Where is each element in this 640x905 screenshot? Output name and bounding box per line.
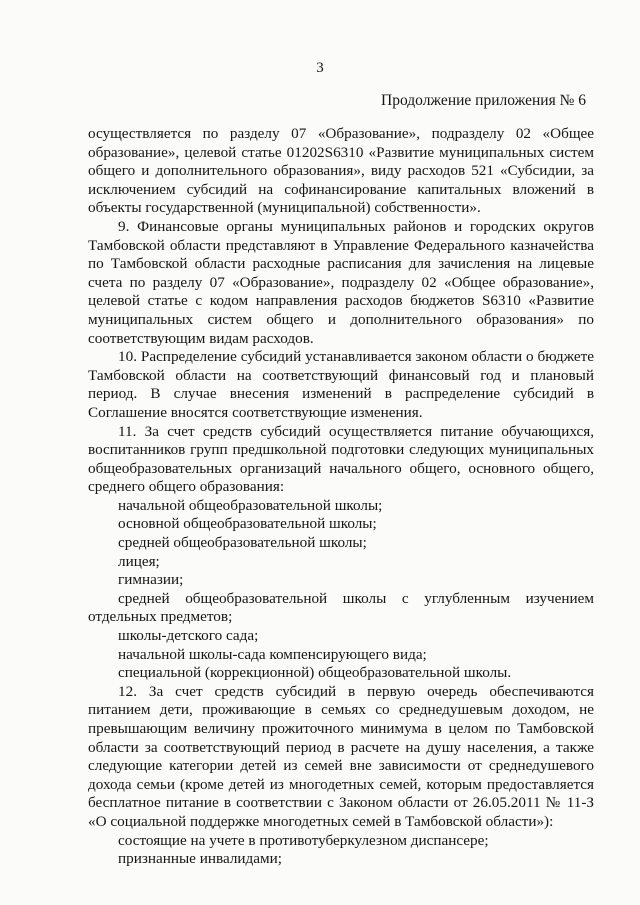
list-item: признанные инвалидами; <box>118 850 282 868</box>
paragraph-12: 12. За счет средств субсидий в первую очередь обеспечиваются питанием дети, проживающие в семьях со среднедушевым доходом, не превышающим величину прожиточного минимума в целом по Тамбовской области за соответствующий период в расчете на душу населения, а также следующие категории детей из семей вне зависимости от среднедушевого дохода семьи (кроме детей из многодетных семей, которым предоставляется бесплатное питание в соответствии с Законом области от 26.05.2011 № 11-З «О социальной поддержке многодетных семей в Тамбовской области»): <box>88 682 594 830</box>
list-item: средней общеобразовательной школы; <box>118 534 367 552</box>
paragraph-9: 9. Финансовые органы муниципальных районов и городских округов Тамбовской области представляют в Управление Федерального казначейства по Тамбовской области расходные расписания для зачисления на лицевые счета по разделу 07 «Образование», подразделу 02 «Общее образование», целевой статье с кодом направления расходов бюджетов S6310 «Развитие муниципальных систем общего и дополнительного образования» по соответствующим видам расходов. <box>88 217 594 347</box>
list-item: лицея; <box>118 552 160 570</box>
list-item: начальной школы-сада компенсирующего вида; <box>118 645 427 663</box>
paragraph-continuation: осуществляется по разделу 07 «Образование», подразделу 02 «Общее образование», целевой статье 01202S6310 «Развитие муниципальных систем общего и дополнительного образования», виду расходов 521 «Субсидии, за исключением субсидий на софинансирование капитальных вложений в объекты государственной (муниципальной) собственности». <box>88 125 594 217</box>
list-item: основной общеобразовательной школы; <box>118 515 377 533</box>
document-body <box>88 125 594 869</box>
list-item: состоящие на учете в противотуберкулезном диспансере; <box>118 831 489 849</box>
paragraph-11: 11. За счет средств субсидий осуществляется питание обучающихся, воспитанников групп предшкольной подготовки следующих муниципальных общеобразовательных организаций начального общего, основного общего, среднего общего образования: <box>88 422 594 496</box>
appendix-label: Продолжение приложения № 6 <box>381 92 586 109</box>
list-item: гимназии; <box>118 571 184 589</box>
list-item: средней общеобразовательной школы с углубленным изучением отдельных предметов; <box>88 589 594 626</box>
list-item: школы-детского сада; <box>118 627 259 645</box>
paragraph-10: 10. Распределение субсидий устанавливается законом области о бюджете Тамбовской области на соответствующий финансовый год и плановый период. В случае внесения изменений в распределение субсидий в Соглашение вносятся соответствующие изменения. <box>88 348 594 421</box>
list-item: специальной (коррекционной) общеобразовательной школы. <box>118 664 512 682</box>
page-number: 3 <box>316 60 324 76</box>
list-item: начальной общеобразовательной школы; <box>118 496 383 514</box>
